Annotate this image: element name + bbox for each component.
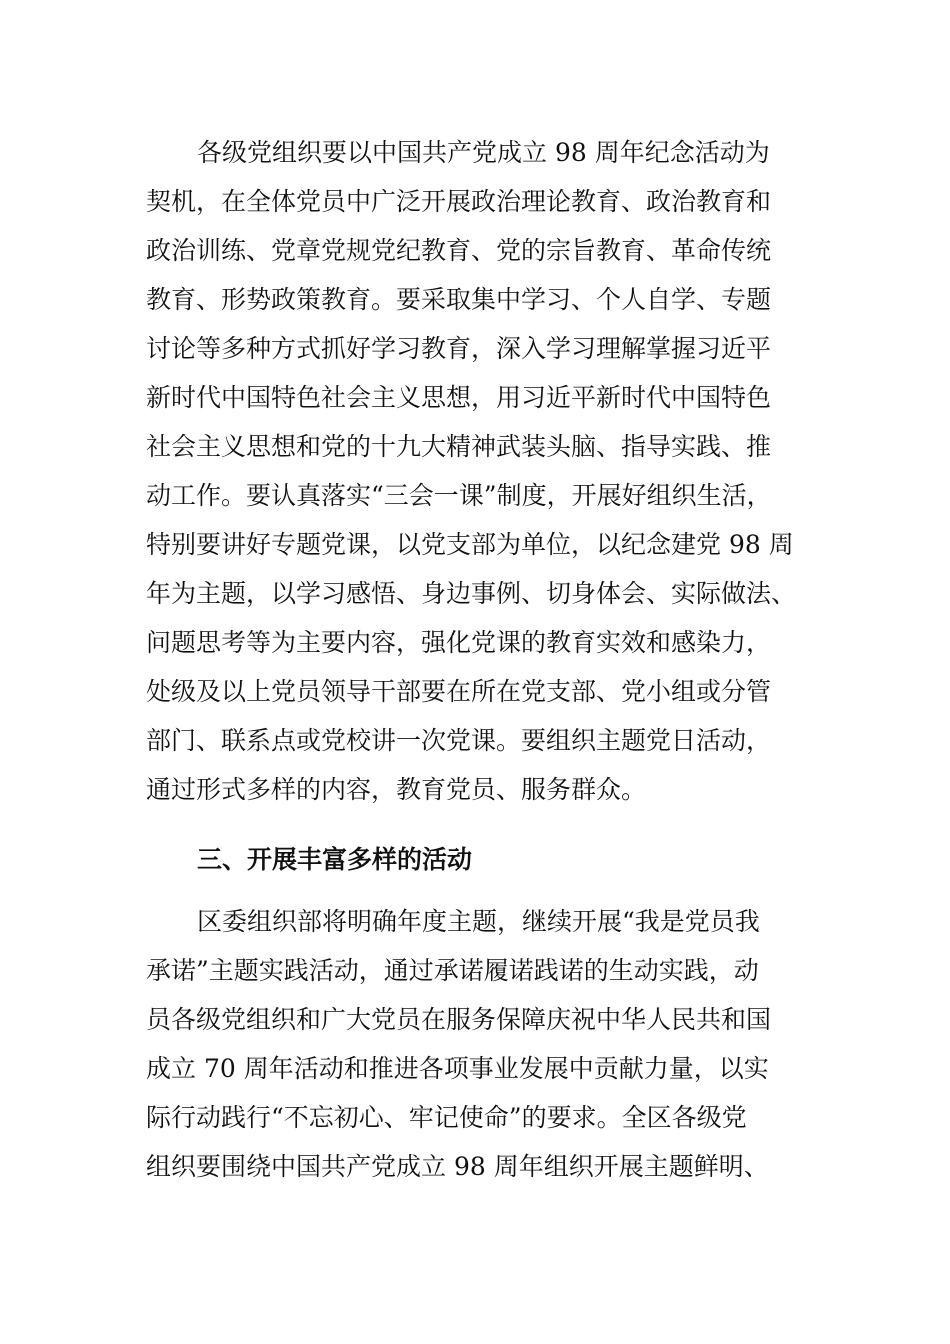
paragraph-2-line-2: 承诺”主题实践活动，通过承诺履诺践诺的生动实践，动 bbox=[146, 956, 759, 985]
paragraph-1-line-9: 特别要讲好专题党课，以党支部为单位，以纪念建党 98 周 bbox=[146, 530, 794, 559]
paragraph-1-line-14: 通过形式多样的内容，教育党员、服务群众。 bbox=[146, 775, 647, 804]
paragraph-1-line-7: 社会主义思想和党的十九大精神武装头脑、指导实践、推 bbox=[146, 432, 772, 461]
paragraph-1-line-6: 新时代中国特色社会主义思想，用习近平新时代中国特色 bbox=[146, 383, 772, 412]
paragraph-1-line-10: 年为主题，以学习感悟、身边事例、切身体会、实际做法、 bbox=[146, 579, 797, 608]
paragraph-1-line-4: 教育、形势政策教育。要采取集中学习、个人自学、专题 bbox=[146, 285, 772, 314]
paragraph-2-line-6: 组织要围绕中国共产党成立 98 周年组织开展主题鲜明、 bbox=[146, 1152, 769, 1181]
paragraph-1-line-13: 部门、联系点或党校讲一次党课。要组织主题党日活动， bbox=[146, 726, 772, 755]
paragraph-1-line-3: 政治训练、党章党规党纪教育、党的宗旨教育、革命传统 bbox=[146, 236, 772, 265]
paragraph-2-line-4: 成立 70 周年活动和推进各项事业发展中贡献力量，以实 bbox=[146, 1054, 769, 1083]
paragraph-2-line-3: 员各级党组织和广大党员在服务保障庆祝中华人民共和国 bbox=[146, 1005, 772, 1034]
paragraph-2-line-5: 际行动践行“不忘初心、牢记使命”的要求。全区各级党 bbox=[146, 1103, 747, 1132]
paragraph-1-line-11: 问题思考等为主要内容，强化党课的教育实效和感染力， bbox=[146, 628, 772, 657]
paragraph-1-line-2: 契机，在全体党员中广泛开展政治理论教育、政治教育和 bbox=[146, 187, 772, 216]
paragraph-1-line-5: 讨论等多种方式抓好学习教育，深入学习理解掌握习近平 bbox=[146, 334, 772, 363]
paragraph-2-line-1: 区委组织部将明确年度主题，继续开展“我是党员我 bbox=[197, 907, 760, 936]
paragraph-1-line-8: 动工作。要认真落实“三会一课”制度，开展好组织生活， bbox=[146, 481, 772, 510]
paragraph-1-line-1: 各级党组织要以中国共产党成立 98 周年纪念活动为 bbox=[197, 138, 770, 167]
paragraph-1-line-12: 处级及以上党员领导干部要在所在党支部、党小组或分管 bbox=[146, 677, 772, 706]
section-heading: 三、开展丰富多样的活动 bbox=[197, 845, 473, 874]
